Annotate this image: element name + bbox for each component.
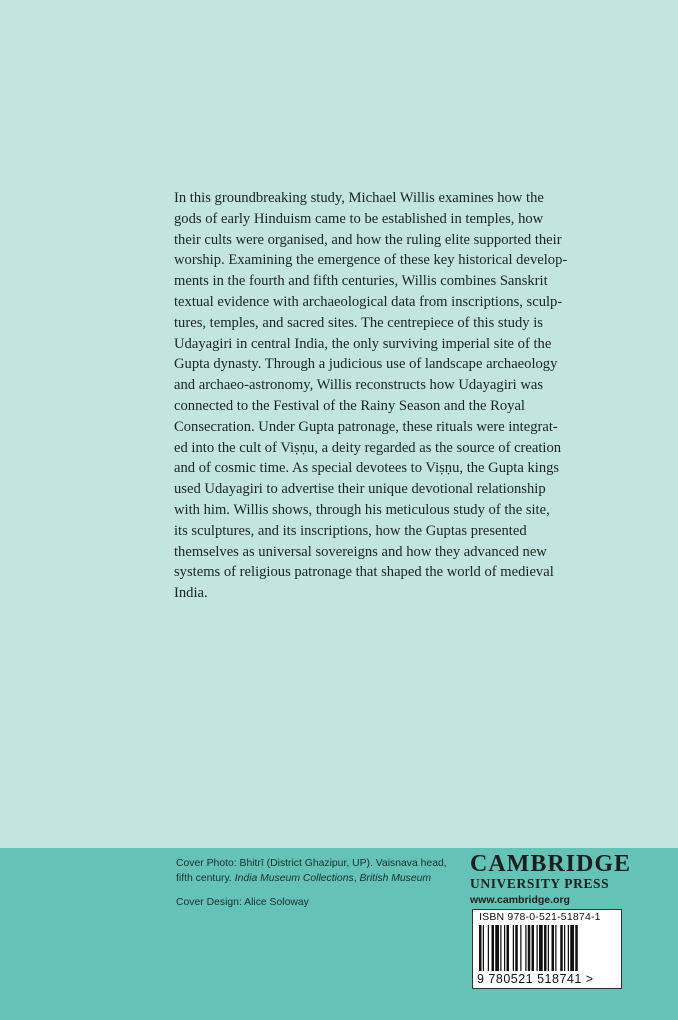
cover-photo-credit bbox=[176, 856, 448, 886]
barcode-digits: 9 780521 518741 > bbox=[477, 972, 594, 986]
museum-collection-name: India Museum Collections bbox=[234, 873, 354, 884]
publisher-logo bbox=[470, 852, 630, 907]
blurb-line: its sculptures, and its inscriptions, how the Guptas presented bbox=[174, 522, 527, 539]
barcode-icon bbox=[477, 925, 617, 971]
blurb-line: India. bbox=[174, 585, 208, 602]
blurb-line: connected to the Festival of the Rainy Season and the Royal bbox=[174, 397, 525, 414]
blurb-line: ments in the fourth and fifth centuries, Willis combines Sanskrit bbox=[174, 273, 548, 290]
blurb-line: ed into the cult of Viṣṇu, a deity regarded as the source of creation bbox=[174, 439, 562, 456]
blurb-line: systems of religious patronage that shaped the world of medieval bbox=[174, 564, 554, 581]
blurb-line: Udayagiri in central India, the only surviving imperial site of the bbox=[174, 335, 552, 352]
blurb-line: gods of early Hinduism came to be established in temples, how bbox=[174, 210, 544, 227]
blurb-line: and archaeo-astronomy, Willis reconstructs how Udayagiri was bbox=[174, 377, 544, 394]
blurb-line: used Udayagiri to advertise their unique devotional relationship bbox=[174, 481, 546, 498]
publisher-name: CAMBRIDGE bbox=[470, 851, 632, 877]
blurb-line: their cults were organised, and how the ruling elite supported their bbox=[174, 231, 562, 248]
museum-name: British Museum bbox=[359, 873, 432, 884]
cover-photo-line-1: Cover Photo: Bhitrī (District Ghazipur, UP). Vaisnava head, bbox=[176, 858, 447, 869]
isbn-text: ISBN 978-0-521-51874-1 bbox=[479, 911, 601, 923]
publisher-subname: UNIVERSITY PRESS bbox=[470, 876, 610, 891]
blurb-line: Consecration. Under Gupta patronage, these rituals were integrat- bbox=[174, 418, 558, 435]
blurb-line: with him. Willis shows, through his meticulous study of the site, bbox=[174, 501, 550, 518]
barcode-box bbox=[472, 909, 622, 989]
cover-photo-line-2: fifth century. India Museum Collections, British Museum bbox=[176, 873, 432, 884]
blurb-line: Gupta dynasty. Through a judicious use of landscape archaeology bbox=[174, 356, 558, 373]
back-cover-blurb bbox=[174, 188, 568, 604]
cover-design-credit: Cover Design: Alice Soloway bbox=[176, 897, 309, 908]
blurb-line: tures, temples, and sacred sites. The centrepiece of this study is bbox=[174, 314, 543, 331]
blurb-line: textual evidence with archaeological data from inscriptions, sculp- bbox=[174, 293, 563, 310]
blurb-line: worship. Examining the emergence of these key historical develop- bbox=[174, 252, 568, 269]
blurb-line: In this groundbreaking study, Michael Willis examines how the bbox=[174, 190, 544, 206]
publisher-url: www.cambridge.org bbox=[470, 894, 570, 906]
blurb-line: themselves as universal sovereigns and how they advanced new bbox=[174, 543, 547, 560]
blurb-line: and of cosmic time. As special devotees to Viṣṇu, the Gupta kings bbox=[174, 460, 560, 477]
